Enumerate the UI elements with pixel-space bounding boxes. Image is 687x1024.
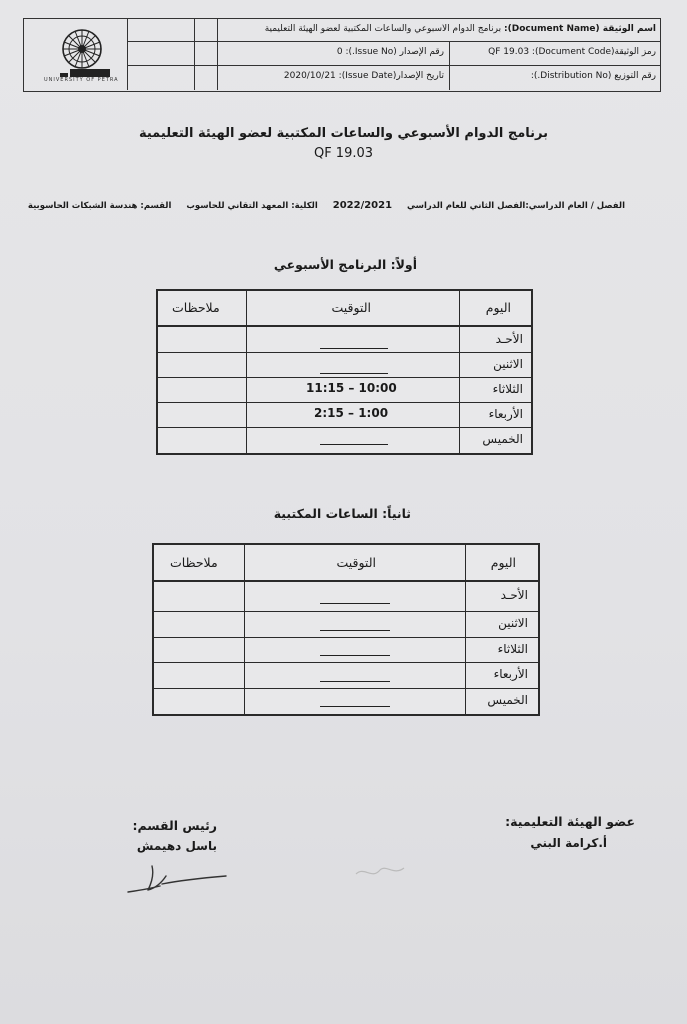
issue-date-value: 2020/10/21 xyxy=(283,71,336,81)
weekly-day: الاثنين xyxy=(493,357,523,371)
document-name-cell xyxy=(231,24,656,35)
document-name-label: اسم الوثيقة (Document Name): xyxy=(504,24,656,34)
issue-date-label: تاريخ الإصدار(Issue Date): xyxy=(338,71,444,81)
office-header-time: التوقيت xyxy=(336,555,376,570)
department-head-signature xyxy=(122,862,232,898)
office-day: الخميس xyxy=(487,693,528,707)
office-hours-table xyxy=(152,543,540,716)
faculty-member-label: عضو الهيئة التعليمية: xyxy=(505,814,635,829)
issue-no-label: رقم الإصدار (Issue No.): xyxy=(345,47,444,57)
weekly-day: الأربعاء xyxy=(488,407,523,421)
office-day: الأحـد xyxy=(500,588,528,602)
office-header-notes: ملاحظات xyxy=(170,555,218,570)
course-info-line xyxy=(16,200,625,211)
office-day: الأربعاء xyxy=(493,667,528,681)
weekly-time: 2:15 – 1:00 xyxy=(314,406,389,420)
document-code-value: QF 19.03 xyxy=(488,47,530,57)
document-header-table xyxy=(23,18,661,92)
academic-year: 2022/2021 xyxy=(332,200,393,211)
weekly-header-day: اليوم xyxy=(485,300,511,315)
blank-time-line xyxy=(320,655,390,656)
weekly-day: الثلاثاء xyxy=(492,382,523,396)
department-head-label: رئيس القسم: xyxy=(132,818,217,833)
faculty-member-signature xyxy=(350,856,410,886)
weekly-header-notes: ملاحظات xyxy=(172,300,220,315)
department-label: القسم: هندسة الشبكات الحاسوبية xyxy=(27,201,172,211)
distribution-no-label: رقم التوزيع (Distribution No.): xyxy=(530,71,656,81)
faculty-member-name: أ.كرامة البني xyxy=(530,836,607,850)
weekly-schedule-table xyxy=(156,289,533,455)
distribution-no-cell xyxy=(456,71,656,82)
blank-time-line xyxy=(320,373,388,374)
office-hours-section-title: ثانياً: الساعات المكتبية xyxy=(273,506,411,521)
semester-label: الفصل / العام الدراسي:الفصل الثاني للعام الدراسي xyxy=(407,201,625,211)
document-code-cell xyxy=(456,47,656,58)
blank-time-line xyxy=(320,348,388,349)
blank-time-line xyxy=(320,444,388,445)
weekly-header-time: التوقيت xyxy=(331,300,371,315)
weekly-day: الأحـد xyxy=(495,332,523,346)
blank-time-line xyxy=(320,630,390,631)
blank-time-line xyxy=(320,603,390,604)
weekly-time: 11:15 – 10:00 xyxy=(306,381,397,395)
issue-no-value: 0 xyxy=(336,47,343,57)
office-day: الاثنين xyxy=(498,616,528,630)
document-name-value: برنامج الدوام الأسبوعي والساعات المكتبية لعضو الهيئة التعليمية xyxy=(264,24,502,34)
weekly-day: الخميس xyxy=(482,432,523,446)
form-code: QF 19.03 xyxy=(313,146,374,161)
logo-caption: UNIVERSITY OF PETRA xyxy=(44,77,119,83)
issue-no-cell xyxy=(222,47,444,58)
document-code-label: رمز الوثيقة(Document Code): xyxy=(531,47,656,57)
college-label: الكلية: المعهد التقاني للحاسوب xyxy=(186,201,318,211)
weekly-section-title: أولاً: البرنامج الأسبوعي xyxy=(273,257,417,272)
department-head-name: باسل دهيمش xyxy=(136,839,217,853)
office-day: الثلاثاء xyxy=(497,642,528,656)
issue-date-cell xyxy=(222,71,444,82)
blank-time-line xyxy=(320,706,390,707)
office-header-day: اليوم xyxy=(490,555,516,570)
page-title: برنامج الدوام الأسبوعي والساعات المكتبية لعضو الهيئة التعليمية xyxy=(138,126,549,141)
blank-time-line xyxy=(320,681,390,682)
